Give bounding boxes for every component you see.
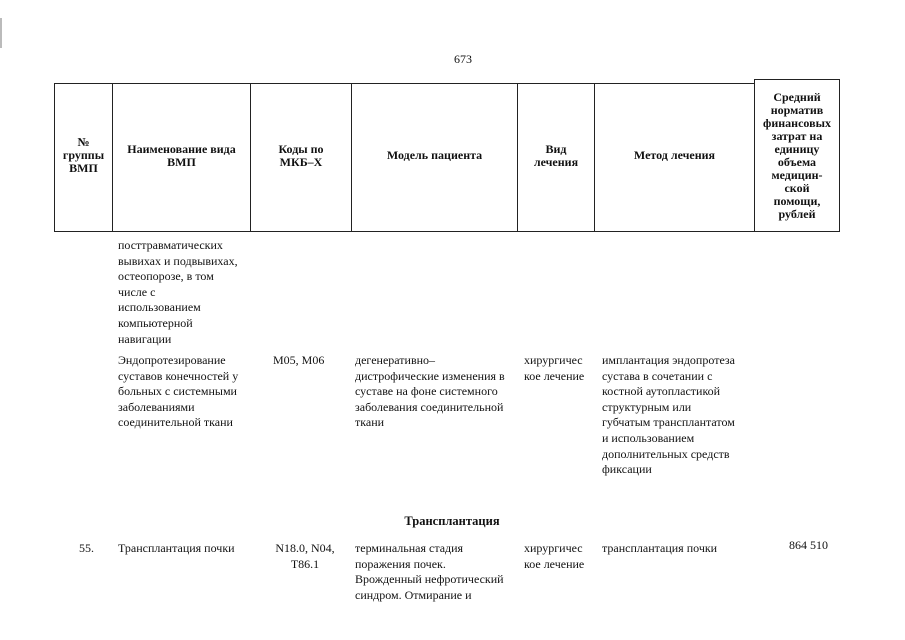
row-55-average-cost: 864 510 (789, 538, 828, 552)
row-55-group-number: 55. (79, 541, 94, 555)
row-55-treatment-method: трансплантация почки (602, 541, 718, 555)
header-average-cost: Средний норматив финансовых затрат на единицу объема медицин- ской помощи, рублей (763, 89, 831, 221)
row-55-vmp-name: Трансплантация почки (118, 541, 235, 555)
continuation-vmp-name: посттравматических вывихах и подвывихах, остеопорозе, в том числе с использованием компьютерной навигации (118, 238, 238, 346)
header-group-number: № группы ВМП (62, 135, 105, 175)
header-treatment-method: Метод лечения (633, 148, 716, 162)
header-icd-codes: Коды по МКБ–Х (278, 141, 324, 169)
header-treatment-type: Вид лечения (533, 141, 579, 169)
row-endo-treatment-method: имплантация эндопротеза сустава в сочетании с костной аутопластикой структурным или губчатым трансплантатом и использованием дополнительных средств фиксации (602, 353, 735, 477)
header-divider (839, 79, 840, 232)
row-endo-treatment-type: хирургичес кое лечение (524, 353, 585, 383)
scan-edge-mark (0, 18, 2, 48)
page-number: 673 (454, 52, 472, 66)
row-endo-patient-model: дегенеративно– дистрофические изменения в суставе на фоне системного заболевания соединительной ткани (355, 353, 505, 430)
row-endo-icd-codes: M05, M06 (273, 353, 325, 367)
header-vmp-name: Наименование вида ВМП (127, 141, 236, 169)
section-title: Трансплантация (404, 514, 500, 528)
row-55-treatment-type: хирургичес кое лечение (524, 541, 585, 571)
table-header (54, 79, 840, 232)
row-55-patient-model: терминальная стадия поражения почек. Врожденный нефротический синдром. Отмирание и (355, 541, 504, 602)
header-patient-model: Модель пациента (386, 148, 483, 162)
row-55-icd-codes: N18.0, N04, T86.1 (275, 541, 335, 571)
row-endo-vmp-name: Эндопротезирование суставов конечностей у больных с системными заболеваниями соединительной ткани (118, 353, 239, 430)
